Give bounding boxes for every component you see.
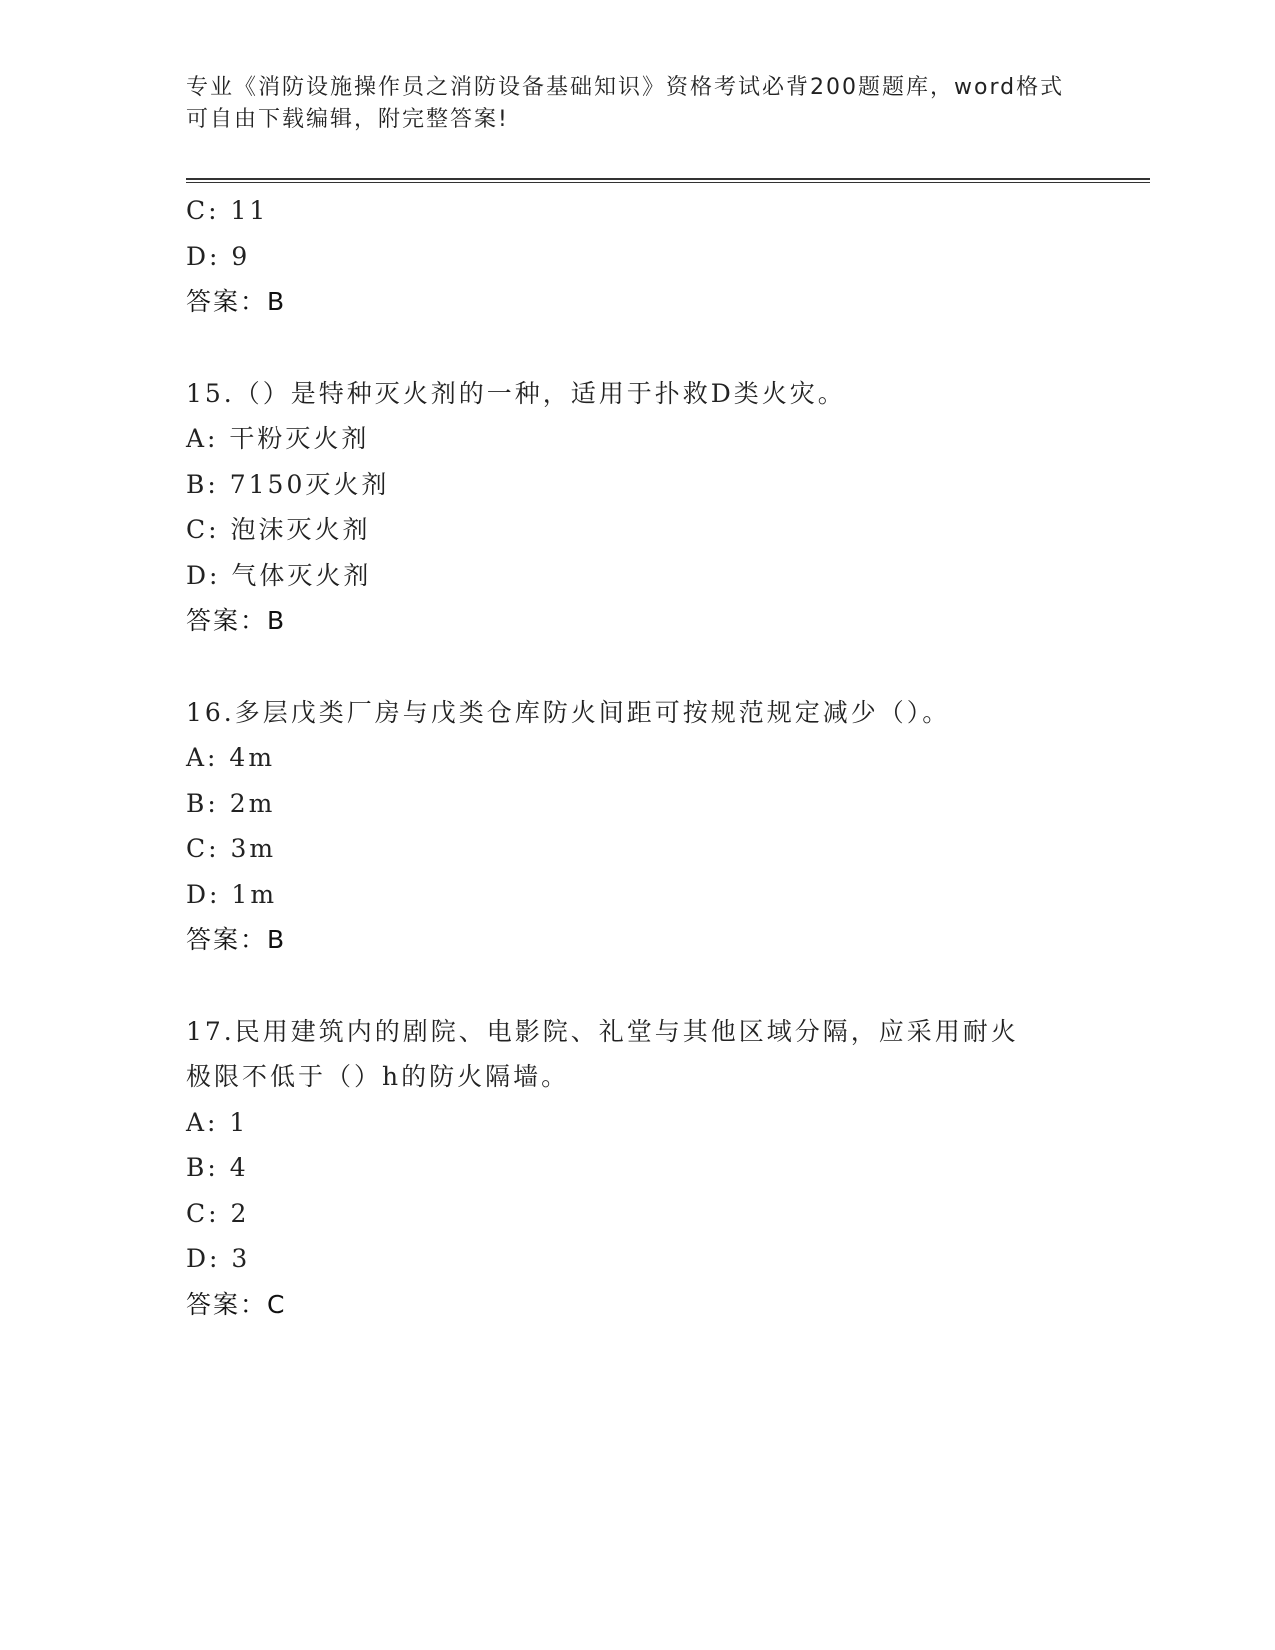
header-divider [186, 178, 1150, 180]
option-d: D: 3 [186, 1244, 251, 1273]
question-fragment [186, 188, 1086, 325]
option-a: A: 干粉灭火剂 [186, 424, 370, 453]
option-a: A: 4m [186, 743, 276, 772]
option-b: B: 4 [186, 1153, 249, 1182]
option-b: B: 2m [186, 788, 276, 818]
question-list [186, 188, 1086, 1327]
header-divider-thin [186, 182, 1150, 183]
option-b: B: 7150灭火剂 [186, 469, 390, 499]
question-17 [186, 1009, 1086, 1328]
option-d: D: 9 [186, 241, 251, 271]
document-header: 专业《消防设施操作员之消防设备基础知识》资格考试必背200题题库，word格式可自由下载编辑，附完整答案! [186, 75, 1065, 132]
question-text: 15.（）是特种灭火剂的一种，适用于扑救D类火灾。 [186, 378, 846, 408]
option-c: C: 11 [186, 196, 269, 225]
answer-line: 答案：B [186, 925, 287, 954]
question-text: 17.民用建筑内的剧院、电影院、礼堂与其他区域分隔，应采用耐火极限不低于（）h的防火隔墙。 [186, 1016, 1019, 1091]
answer-line: 答案：B [186, 287, 287, 316]
answer-line: 答案：B [186, 606, 287, 635]
option-a: A: 1 [186, 1107, 249, 1137]
question-15 [186, 371, 1086, 644]
option-d: D: 气体灭火剂 [186, 560, 372, 590]
option-c: C: 2 [186, 1198, 250, 1228]
option-c: C: 3m [186, 834, 277, 863]
option-d: D: 1m [186, 879, 278, 909]
question-16 [186, 690, 1086, 963]
question-text: 16.多层戊类厂房与戊类仓库防火间距可按规范规定减少（）。 [186, 697, 951, 727]
answer-line: 答案：C [186, 1289, 287, 1319]
option-c: C: 泡沫灭火剂 [186, 515, 371, 544]
